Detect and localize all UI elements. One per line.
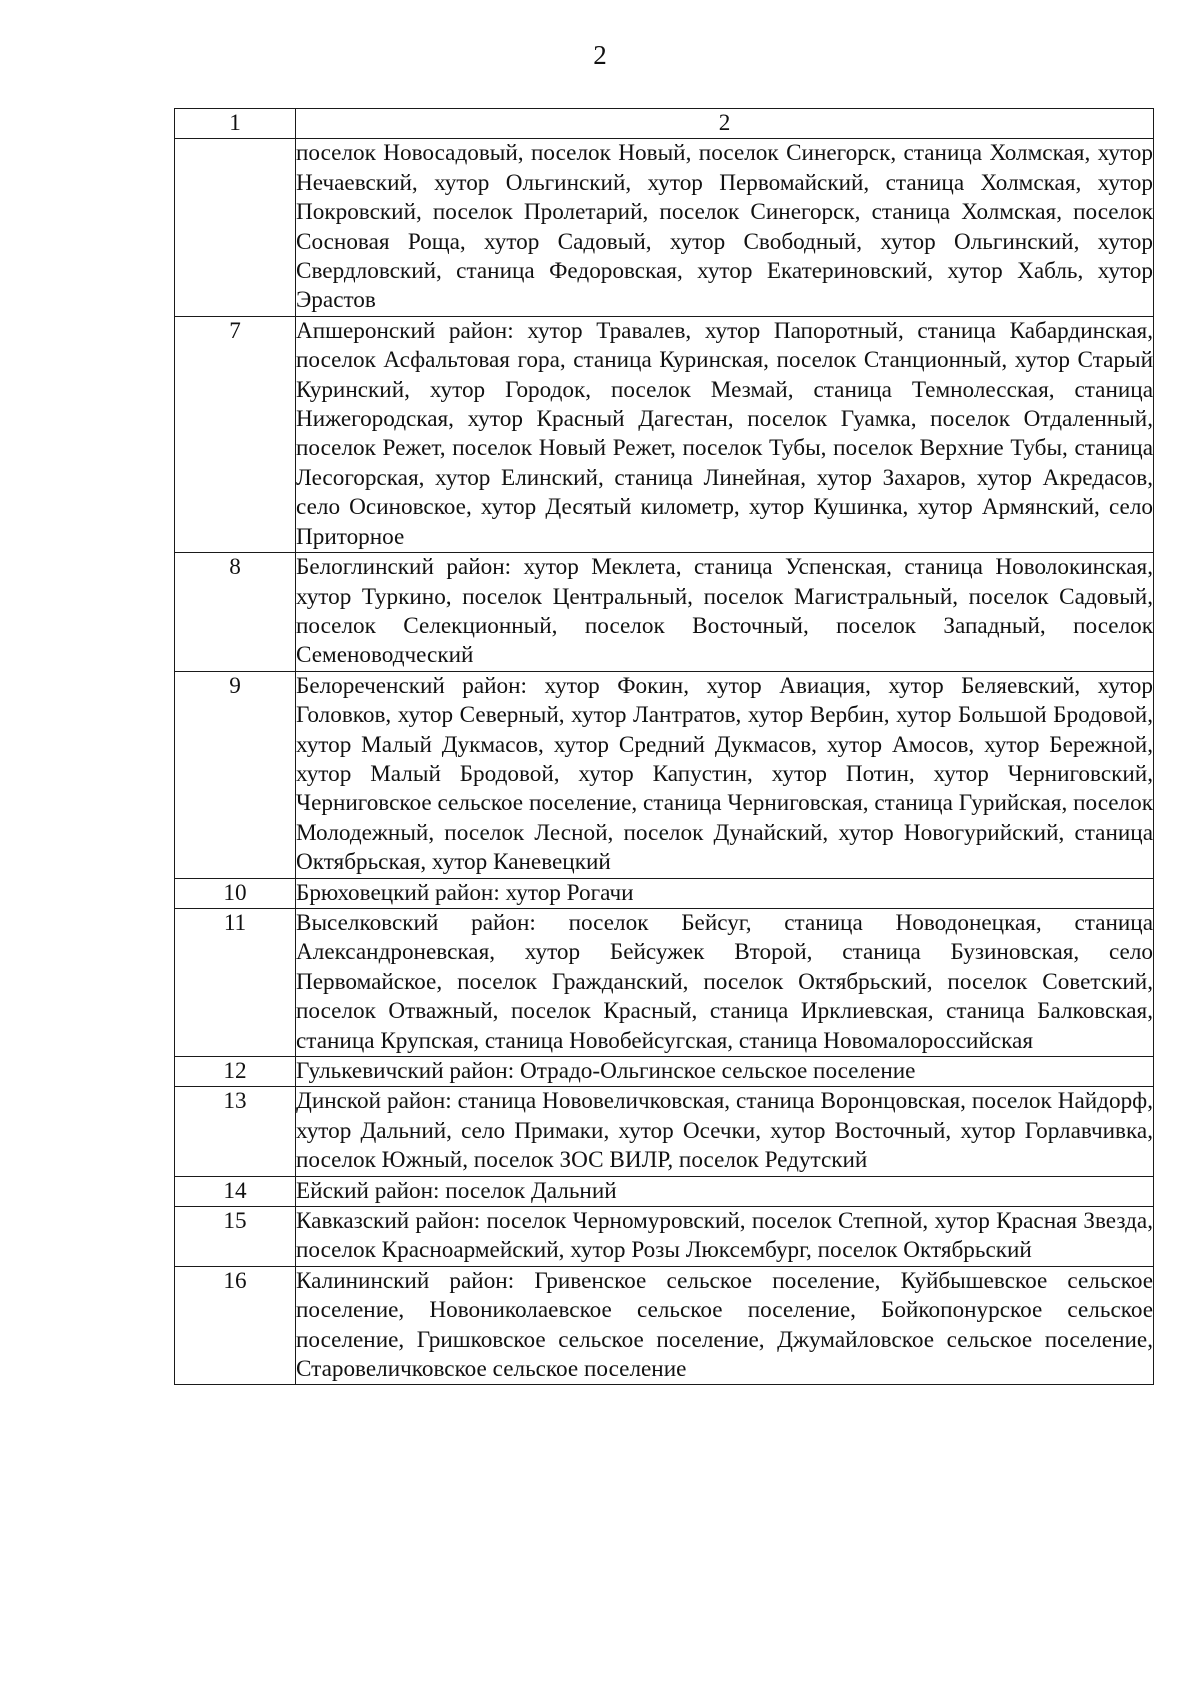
row-number: 9 xyxy=(175,671,296,878)
row-number: 16 xyxy=(175,1266,296,1385)
row-settlements: Апшеронский район: хутор Травалев, хутор Папоротный, станица Кабардинская, поселок Асфальтовая гора, станица Куринская, поселок Станционный, хутор Старый Куринский, хутор Городок, поселок Мезмай, станица Темнолесская, станица Нижегородская, хутор Красный Дагестан, поселок Гуамка, поселок Отдаленный, поселок Режет, поселок Новый Режет, поселок Тубы, поселок Верхние Тубы, станица Лесогорская, хутор Елинский, станица Линейная, хутор Захаров, хутор Акредасов, село Осиновское, хутор Десятый километр, хутор Кушинка, хутор Армянский, село Приторное xyxy=(296,316,1154,552)
row-number: 14 xyxy=(175,1176,296,1206)
row-number: 13 xyxy=(175,1087,296,1176)
header-column-number: 1 xyxy=(175,109,296,139)
settlements-table xyxy=(174,108,1154,1385)
row-settlements: Выселковский район: поселок Бейсуг, станица Новодонецкая, станица Александроневская, хутор Бейсужек Второй, станица Бузиновская, село Первомайское, поселок Гражданский, поселок Октябрьский, поселок Советский, поселок Отважный, поселок Красный, станица Ирклиевская, станица Балковская, станица Крупская, станица Новобейсугская, станица Новомалороссийская xyxy=(296,908,1154,1056)
table-row xyxy=(175,671,1154,878)
row-number: 8 xyxy=(175,553,296,672)
table-row xyxy=(175,1176,1154,1206)
row-settlements: Калининский район: Гривенское сельское поселение, Куйбышевское сельское поселение, Новониколаевское сельское поселение, Бойкопонурское сельское поселение, Гришковское сельское поселение, Джумайловское сельское поселение, Старовеличковское сельское поселение xyxy=(296,1266,1154,1385)
table-row xyxy=(175,139,1154,316)
row-settlements: Гулькевичский район: Отрадо-Ольгинское сельское поселение xyxy=(296,1057,1154,1087)
row-settlements: Кавказский район: поселок Черномуровский, поселок Степной, хутор Красная Звезда, поселок Красноармейский, хутор Розы Люксембург, поселок Октябрьский xyxy=(296,1207,1154,1267)
table-header-row xyxy=(175,109,1154,139)
row-number: 15 xyxy=(175,1207,296,1267)
row-number: 10 xyxy=(175,878,296,908)
row-number: 12 xyxy=(175,1057,296,1087)
table-row xyxy=(175,1207,1154,1267)
row-settlements: Белоглинский район: хутор Меклета, станица Успенская, станица Новолокинская, хутор Туркино, поселок Центральный, поселок Магистральный, поселок Садовый, поселок Селекционный, поселок Восточный, поселок Западный, поселок Семеноводческий xyxy=(296,553,1154,672)
row-number: 7 xyxy=(175,316,296,552)
row-number xyxy=(175,139,296,316)
row-number: 11 xyxy=(175,908,296,1056)
header-column-settlements: 2 xyxy=(296,109,1154,139)
table-row xyxy=(175,1087,1154,1176)
row-settlements: Ейский район: поселок Дальний xyxy=(296,1176,1154,1206)
row-settlements: Динской район: станица Нововеличковская, станица Воронцовская, поселок Найдорф, хутор Дальний, село Примаки, хутор Осечки, хутор Восточный, хутор Горлавчивка, поселок Южный, поселок ЗОС ВИЛР, поселок Редутский xyxy=(296,1087,1154,1176)
page-number: 2 xyxy=(593,40,607,70)
table-row xyxy=(175,1057,1154,1087)
table-row xyxy=(175,878,1154,908)
table-row xyxy=(175,908,1154,1056)
row-settlements: Белореченский район: хутор Фокин, хутор Авиация, хутор Беляевский, хутор Головков, хутор Северный, хутор Лантратов, хутор Вербин, хутор Большой Бродовой, хутор Малый Дукмасов, хутор Средний Дукмасов, хутор Амосов, хутор Бережной, хутор Малый Бродовой, хутор Капустин, хутор Потин, хутор Черниговский, Черниговское сельское поселение, станица Черниговская, станица Гурийская, поселок Молодежный, поселок Лесной, поселок Дунайский, хутор Новогурийский, станица Октябрьская, хутор Каневецкий xyxy=(296,671,1154,878)
table-row xyxy=(175,316,1154,552)
table-row xyxy=(175,553,1154,672)
table-row xyxy=(175,1266,1154,1385)
row-settlements: поселок Новосадовый, поселок Новый, поселок Синегорск, станица Холмская, хутор Нечаевский, хутор Ольгинский, хутор Первомайский, станица Холмская, хутор Покровский, поселок Пролетарий, поселок Синегорск, станица Холмская, поселок Сосновая Роща, хутор Садовый, хутор Свободный, хутор Ольгинский, хутор Свердловский, станица Федоровская, хутор Екатериновский, хутор Хабль, хутор Эрастов xyxy=(296,139,1154,316)
row-settlements: Брюховецкий район: хутор Рогачи xyxy=(296,878,1154,908)
